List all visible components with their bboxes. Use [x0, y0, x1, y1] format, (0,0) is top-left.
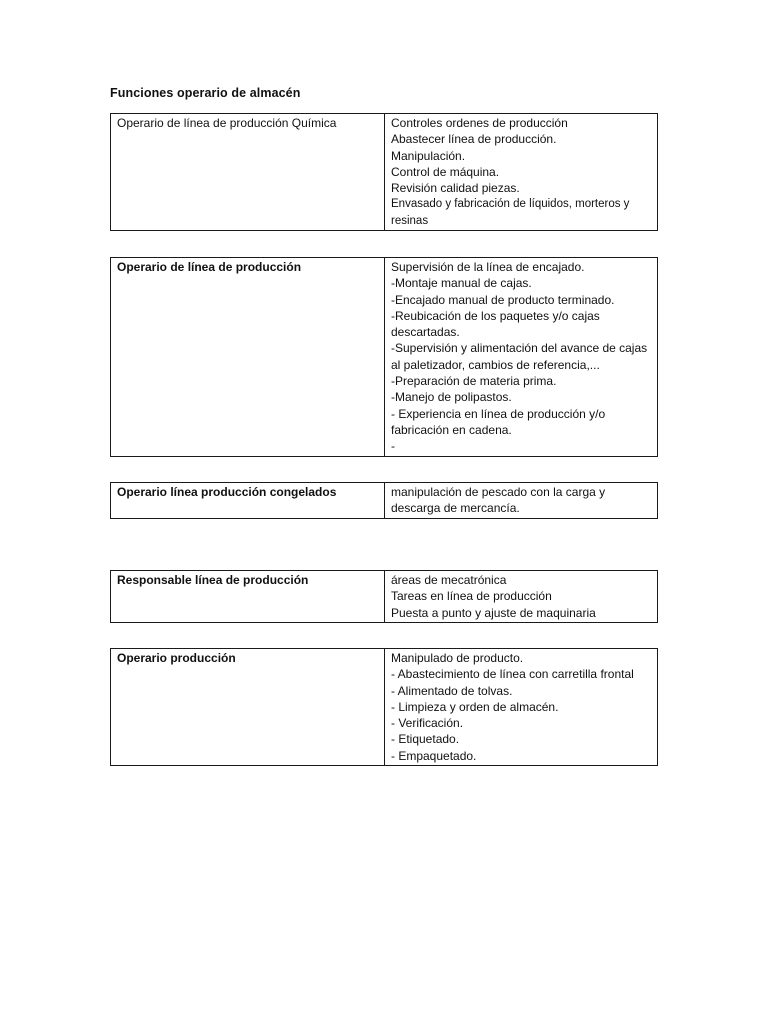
- duty-line: Controles ordenes de producción: [391, 116, 568, 130]
- duty-line: Control de máquina.: [391, 164, 500, 179]
- duty-line: -Reubicación de los paquetes y/o cajas descartadas.: [391, 308, 600, 340]
- duty-line: -Preparación de materia prima.: [391, 374, 557, 389]
- duty-line: manipulación de pescado con la carga y descarga de mercancía.: [391, 485, 606, 516]
- duty-line: Puesta a punto y ajuste de maquinaria: [391, 605, 596, 620]
- duty-line: -Encajado manual de producto terminado.: [391, 292, 615, 307]
- table-row: [111, 258, 658, 457]
- duties-cell: [385, 258, 658, 457]
- duties-cell: [385, 649, 658, 766]
- duty-line: Abastecer línea de producción.: [391, 132, 557, 147]
- role-cell: Operario línea producción congelados: [111, 483, 385, 519]
- duty-line: Revisión calidad piezas.: [391, 181, 520, 196]
- duty-line: - Limpieza y orden de almacén.: [391, 699, 559, 714]
- duty-line: - Empaquetado.: [391, 748, 477, 763]
- function-table-congelados: [110, 482, 658, 519]
- table-row: [111, 571, 658, 623]
- role-cell: Operario de línea de producción: [111, 258, 385, 457]
- duty-line: -: [391, 439, 395, 454]
- duty-line: Manipulado de producto.: [391, 651, 524, 665]
- function-table-linea-produccion: [110, 257, 658, 457]
- role-cell: Responsable línea de producción: [111, 571, 385, 623]
- duty-line: - Etiquetado.: [391, 732, 460, 747]
- duty-line: Manipulación.: [391, 148, 466, 163]
- duty-line: - Alimentado de tolvas.: [391, 683, 513, 698]
- table-row: [111, 649, 658, 766]
- role-cell: Operario de línea de producción Química: [111, 114, 385, 231]
- duty-line: - Experiencia en línea de producción y/o fabricación en cadena.: [391, 406, 606, 437]
- duty-line: Tareas en línea de producción: [391, 589, 552, 604]
- duty-line: - Abastecimiento de línea con carretilla frontal: [391, 667, 634, 682]
- duties-cell: [385, 483, 658, 519]
- duty-line: áreas de mecatrónica: [391, 573, 507, 587]
- duty-line: -Supervisión y alimentación del avance de cajas al paletizador, cambios de referencia,...: [391, 341, 648, 372]
- function-table-produccion: [110, 648, 658, 766]
- function-table-responsable: [110, 570, 658, 623]
- page-title: Funciones operario de almacén: [110, 86, 301, 100]
- table-row: [111, 483, 658, 519]
- duty-line: - Verificación.: [391, 716, 464, 731]
- table-row: [111, 114, 658, 231]
- duty-line: Envasado y fabricación de líquidos, morteros y resinas: [391, 198, 630, 227]
- role-cell: Operario producción: [111, 649, 385, 766]
- duties-cell: [385, 114, 658, 231]
- function-table-quimica: [110, 113, 658, 231]
- duty-line: Supervisión de la línea de encajado.: [391, 260, 585, 274]
- duties-cell: [385, 571, 658, 623]
- duty-line: -Montaje manual de cajas.: [391, 276, 532, 291]
- duty-line: -Manejo de polipastos.: [391, 390, 512, 405]
